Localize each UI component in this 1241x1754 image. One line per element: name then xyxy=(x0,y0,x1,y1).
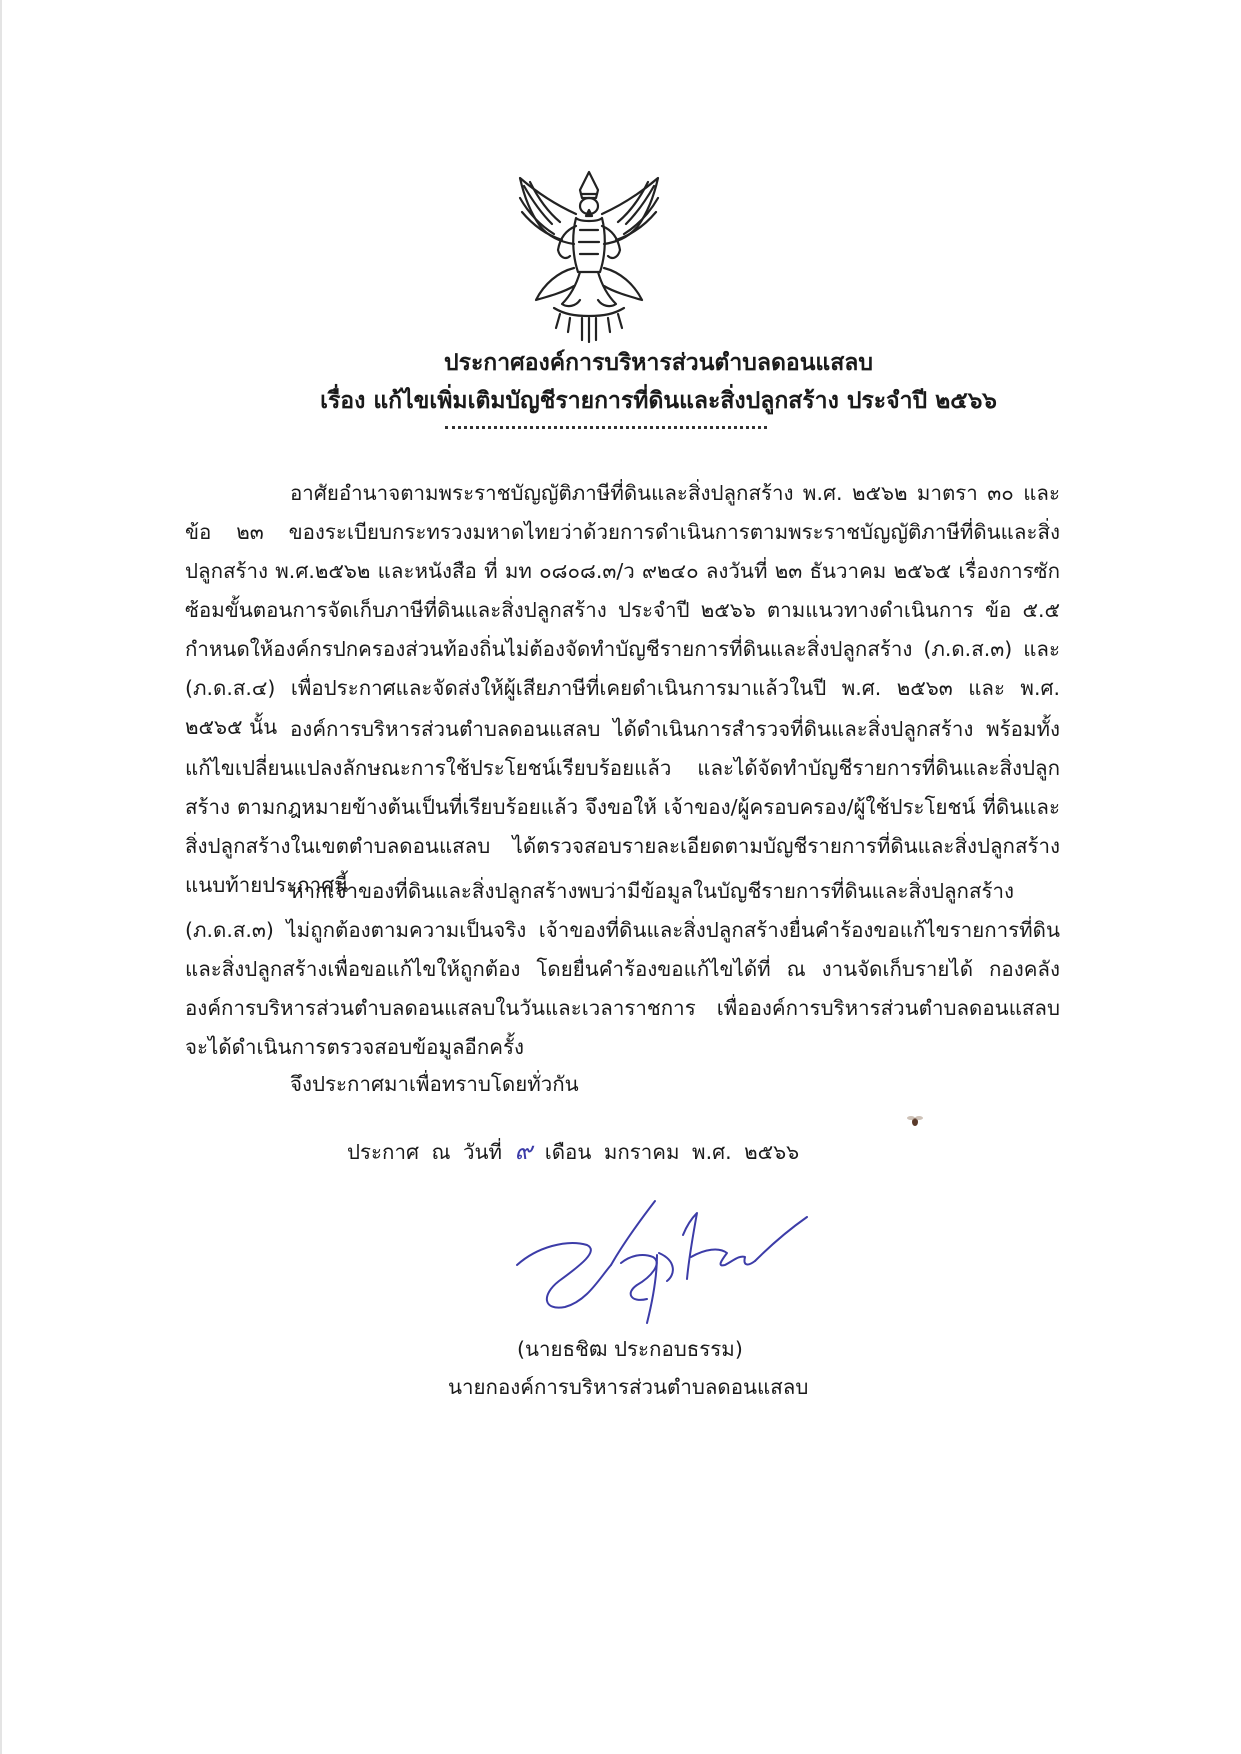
body-paragraph-1: อาศัยอำนาจตามพระราชบัญญัติภาษีที่ดินและสิ่งปลูกสร้าง พ.ศ. ๒๕๖๒ มาตรา ๓๐ และ ข้อ ๒๓ ของระเบียบกระทรวงมหาดไทยว่าด้วยการดำเนินการตามพระราชบัญญัติภาษีที่ดินและสิ่งปลูกสร้าง พ.ศ.๒๕๖๒ และหนังสือ ที่ มท ๐๘๐๘.๓/ว ๙๒๔๐ ลงวันที่ ๒๓ ธันวาคม ๒๕๖๕ เรื่องการซักซ้อมขั้นตอนการจัดเก็บภาษีที่ดินและสิ่งปลูกสร้าง ประจำปี ๒๕๖๖ ตามแนวทางดำเนินการ ข้อ ๕.๕ กำหนดให้องค์กรปกครองส่วนท้องถิ่นไม่ต้องจัดทำบัญชีรายการที่ดินและสิ่งปลูกสร้าง (ภ.ด.ส.๓) และ (ภ.ด.ส.๔) เพื่อประกาศและจัดส่งให้ผู้เสียภาษีที่เคยดำเนินการมาแล้วในปี พ.ศ. ๒๕๖๓ และ พ.ศ. ๒๕๖๕ นั้น xyxy=(185,481,1060,739)
document-title: ประกาศองค์การบริหารส่วนตำบลดอนแสลบ xyxy=(443,350,873,376)
date-suffix: เดือน มกราคม พ.ศ. ๒๕๖๖ xyxy=(544,1140,800,1164)
body-paragraph-2: องค์การบริหารส่วนตำบลดอนแสลบ ได้ดำเนินการสำรวจที่ดินและสิ่งปลูกสร้าง พร้อมทั้งแก้ไขเปลี่ยนแปลงลักษณะการใช้ประโยชน์เรียบร้อยแล้ว และได้จัดทำบัญชีรายการที่ดินและสิ่งปลูกสร้าง ตามกฎหมายข้างต้นเป็นที่เรียบร้อยแล้ว จึงขอให้ เจ้าของ/ผู้ครอบครอง/ผู้ใช้ประโยชน์ ที่ดินและสิ่งปลูกสร้างในเขตตำบลดอนแสลบ ได้ตรวจสอบรายละเอียดตามบัญชีรายการที่ดินและสิ่งปลูกสร้าง แนบท้ายประกาศนี้ xyxy=(185,717,1060,897)
body-paragraph-3: หากเจ้าของที่ดินและสิ่งปลูกสร้างพบว่ามีข้อมูลในบัญชีรายการที่ดินและสิ่งปลูกสร้าง (ภ.ด.ส.๓) ไม่ถูกต้องตามความเป็นจริง เจ้าของที่ดินและสิ่งปลูกสร้างยื่นคำร้องขอแก้ไขรายการที่ดินและสิ่งปลูกสร้างเพื่อขอแก้ไขให้ถูกต้อง โดยยื่นคำร้องขอแก้ไขได้ที่ ณ งานจัดเก็บรายได้ กองคลัง องค์การบริหารส่วนตำบลดอนแสลบในวันและเวลาราชการ เพื่อองค์การบริหารส่วนตำบลดอนแสลบจะได้ดำเนินการตรวจสอบข้อมูลอีกครั้ง xyxy=(185,879,1060,1059)
handwritten-signature xyxy=(507,1195,817,1345)
closing-statement: จึงประกาศมาเพื่อทราบโดยทั่วกัน xyxy=(290,1072,579,1096)
document-subject: เรื่อง แก้ไขเพิ่มเติมบัญชีรายการที่ดินและสิ่งปลูกสร้าง ประจำปี ๒๕๖๖ xyxy=(320,388,997,414)
garuda-emblem-icon xyxy=(514,168,664,343)
insect-speck-icon xyxy=(906,1114,924,1128)
date-prefix: ประกาศ ณ วันที่ xyxy=(347,1140,503,1164)
date-day-handwritten: ๙ xyxy=(514,1137,533,1165)
signatory-position: นายกองค์การบริหารส่วนตำบลดอนแสลบ xyxy=(448,1375,809,1399)
dotted-divider xyxy=(445,418,767,429)
announcement-date xyxy=(347,1131,799,1170)
signatory-name: (นายธชิฒ ประกอบธรรม) xyxy=(517,1337,743,1361)
